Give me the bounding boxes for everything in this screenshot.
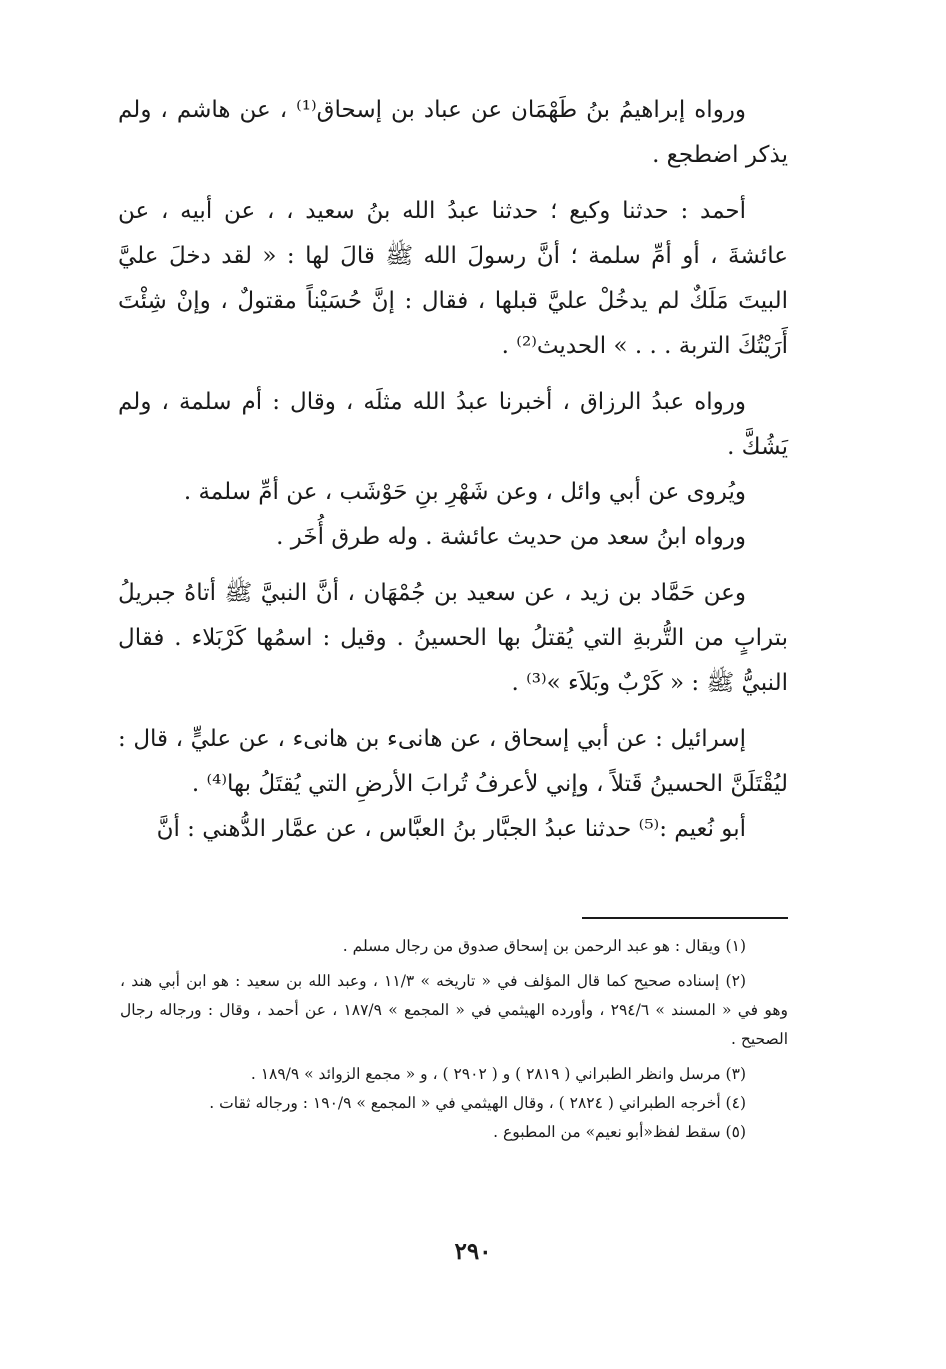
footnote-divider (582, 917, 788, 919)
paragraph-2: أحمد : حدثنا وكيع ؛ حدثنا عبدُ الله بنُ سعيد ، ، عن أبيه ، عن عائشةَ ، أو أمِّ سلمة ؛ أنَّ رسولَ الله ﷺ قالَ لها : « لقد دخلَ عليَّ البيتَ مَلَكٌ لم يدخُلْ عليَّ قبلها ، فقال : إنَّ حُسَيْناً مقتولٌ ، وإنْ شِئْتَ أَرَيْتُكَ التربة . . . » الحديث⁽²⁾ . (118, 198, 788, 359)
paragraph-7: إسرائيل : عن أبي إسحاق ، عن هانىء بن هانىء ، عن عليٍّ ، قال : ليُقْتَلَنَّ الحسينُ قَتلاً ، وإني لأعرفُ تُرابَ الأرضِ التي يُقتَلُ بها⁽⁴⁾ . (118, 726, 788, 797)
main-text (118, 88, 788, 852)
page-number: ٢٩٠ (454, 1238, 492, 1265)
footnote-5: (٥) سقط لفظ«أبو نعيم» من المطبوع . (493, 1123, 746, 1141)
footnote-1: (١) ويقال : هو عبد الرحمن بن إسحاق صدوق من رجال مسلم . (342, 937, 746, 955)
footnote-2: (٢) إسناده صحيح كما قال المؤلف في « تاريخه » ١١/٣ ، وعبد الله بن سعيد : هو ابن أبي هند ، وهو في « المسند » ٢٩٤/٦ ، وأورده الهيثمي في « المجمع » ١٨٧/٩ ، عن أحمد ، وقال : ورجاله رجال الصحيح . (120, 972, 788, 1048)
footnote-3: (٣) مرسل وانظر الطبراني ( ٢٨١٩ ) و ( ٢٩٠٢ ) ، و « مجمع الزوائد » ١٨٩/٩ . (250, 1065, 746, 1083)
paragraph-4: ويُروى عن أبي وائل ، وعن شَهْرِ بنِ حَوْشَب ، عن أمِّ سلمة . (183, 479, 746, 505)
footnote-4: (٤) أخرجه الطبراني ( ٢٨٢٤ ) ، وقال الهيثمي في « المجمع » ١٩٠/٩ : ورجاله ثقات . (209, 1094, 746, 1112)
paragraph-8: أبو نُعيم :⁽⁵⁾ حدثنا عبدُ الجبَّار بنُ العبَّاس ، عن عمَّار الدُّهني : أنَّ (156, 816, 746, 842)
paragraph-6: وعن حَمَّاد بن زيد ، عن سعيد بن جُمْهَان ، أنَّ النبيَّ ﷺ أتاهُ جبريلُ بترابٍ من التُّربةِ التي يُقتلُ بها الحسينُ . وقيل : اسمُها كَرْبَلاء . فقال النبيُّ ﷺ : « كَرْبٌ وبَلاَء »⁽³⁾ . (118, 580, 788, 696)
paragraph-5: ورواه ابنُ سعد من حديث عائشة . وله طرق أُخَر . (276, 524, 746, 550)
footnotes (120, 932, 788, 1147)
paragraph-3: ورواه عبدُ الرزاق ، أخبرنا عبدُ الله مثلَه ، وقال : أم سلمة ، ولم يَشُكَّ . (118, 389, 788, 460)
paragraph-1: ورواه إبراهيمُ بنُ طَهْمَان عن عباد بن إسحاق⁽¹⁾ ، عن هاشم ، ولم يذكر اضطجع . (118, 97, 788, 168)
